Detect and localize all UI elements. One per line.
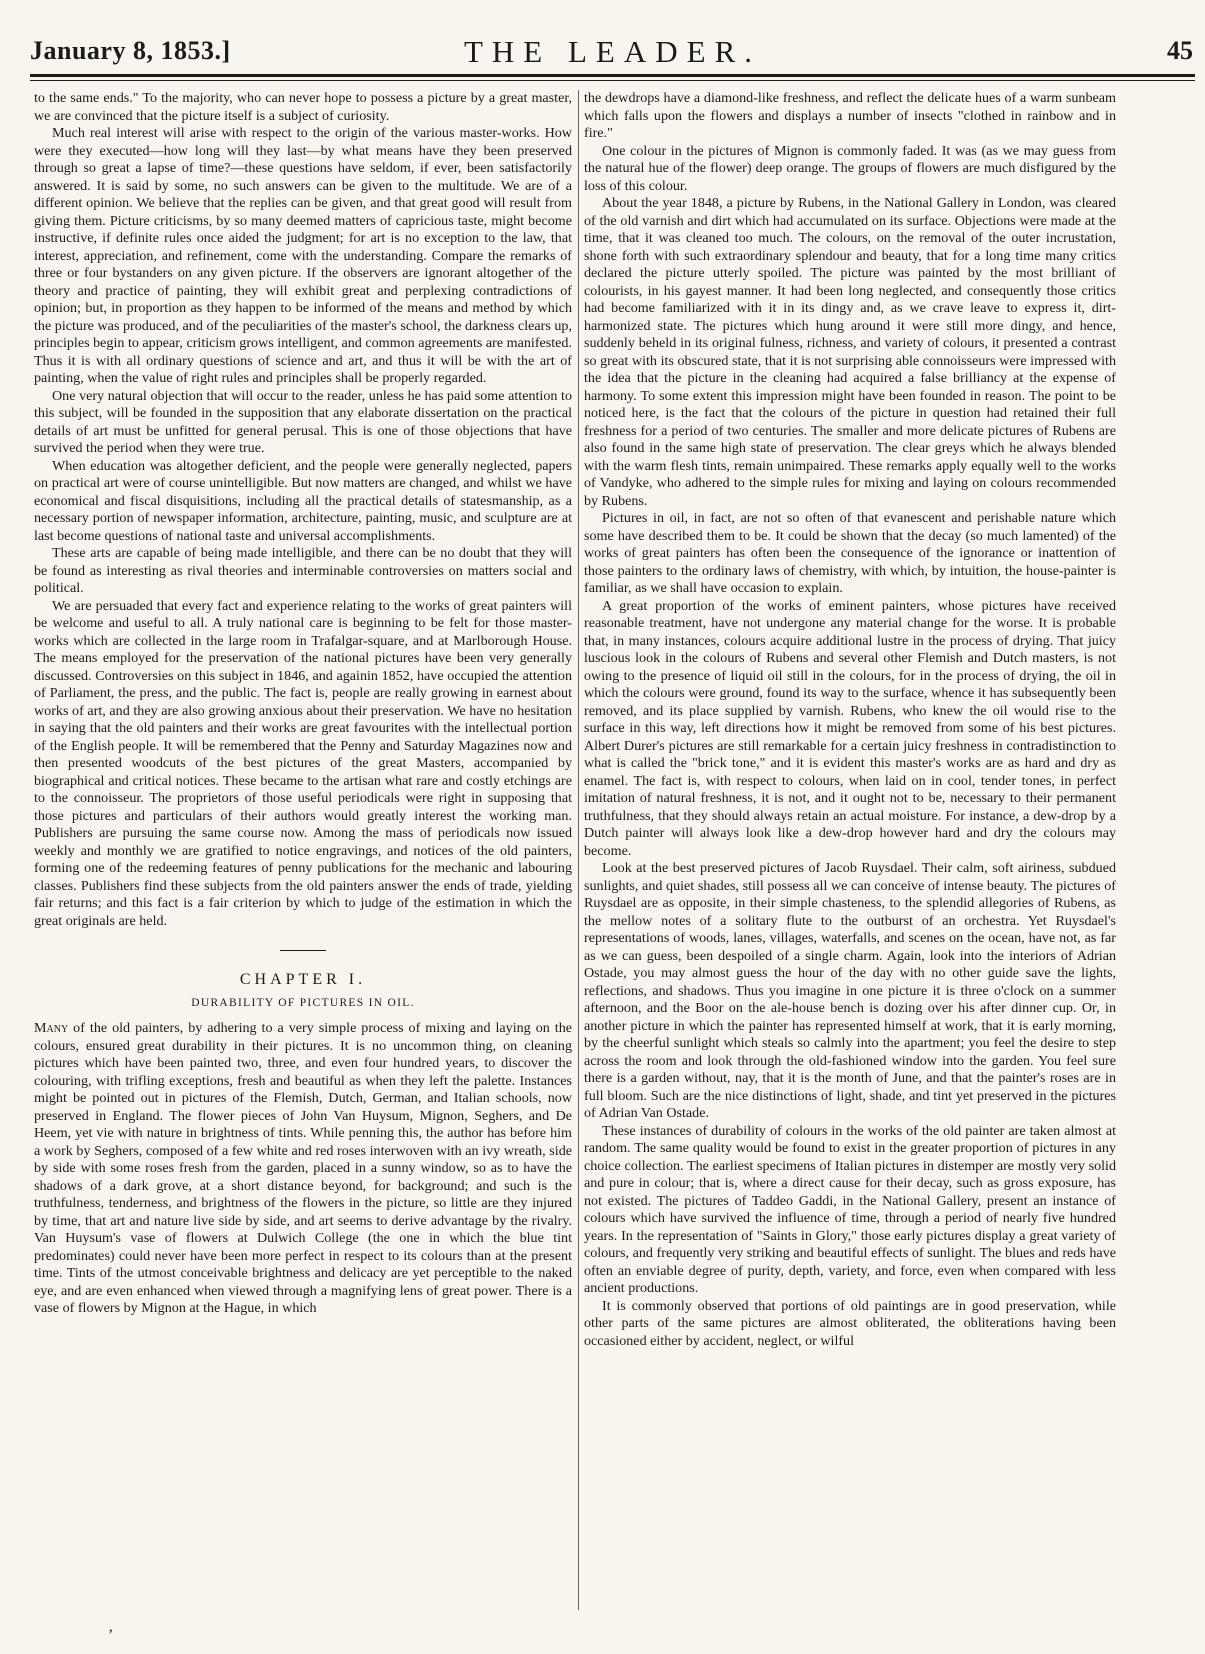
paragraph: Look at the best preserved pictures of Jacob Ruysdael. Their calm, soft airiness, subdued sunlights, and quiet shades, still possess all we can conceive of intense beauty. The pictures of Ruysdael are as opposite, in their simple chasteness, to the splendid allegories of Rubens, as the mellow notes of a solitary flute to the outburst of an orchestra. Yet Ruysdael's representations of woods, lanes, villages, waterfalls, and scenes on the ocean, have not, as far as we can guess, been despoiled of a single charm. Again, look into the interiors of Adrian Ostade, you may almost guess the hour of the day with no other guide save the lights, reflections, and shadows. Thus you imagine in one picture it is three o'clock on a summer afternoon, and the Boor on the ale-house bench is dozing over his after dinner cup. Or, in another picture in which the painter has represented himself at work, that it is early morning, by the cheerful sunlight which steals so calmly into the apartment; you feel the desire to step across the room and look through the old-fashioned window into the garden. You feel sure there is a garden without, nay, that it is the month of June, and that the painter's roses are in full bloom. Such are the nice distinctions of light, shade, and tint yet preserved in the pictures of Adrian Van Ostade. [584, 860, 1116, 1121]
paragraph: Pictures in oil, in fact, are not so often of that evanescent and perishable nature which some have described them to be. It could be shown that the decay (so much lamented) of the works of great painters has often been the consequence of the ignorance or inattention of those painters to the ordinary laws of chemistry, with which, by intuition, the house-painter is familiar, as we shall have occasion to explain. [584, 510, 1116, 596]
page-number: 45 [1167, 36, 1193, 65]
issue-date: January 8, 1853.] [30, 36, 231, 65]
paragraph: These arts are capable of being made intelligible, and there can be no doubt that they will be found as interesting as rival theories and interminable controversies on matters social and political. [34, 545, 572, 596]
header-rule-thick [30, 74, 1195, 77]
paragraph: to the same ends." To the majority, who can never hope to possess a picture by a great master, we are convinced that the picture itself is a subject of curiosity. [34, 90, 572, 124]
chapter-first-paragraph [34, 1020, 572, 1318]
paragraph: About the year 1848, a picture by Rubens, in the National Gallery in London, was cleared of the old varnish and dirt which had accumulated on its surface. Objections were made at the time, that it was cleaned too much. The colours, on the removal of the outer incrustation, shone forth with such extraordinary splendour and beauty, that for a long time many critics declared the picture utterly spoiled. The picture was painted by the most brilliant of colourists, in his gayest manner. It had been long neglected, and consequently those critics had become familiarized with it in its dingy and, as we crave leave to express it, dirt-harmonized state. The pictures which hung around it were still more dingy, and hence, suddenly beheld in its original fulness, richness, and variety of colours, it presented a contrast so great with its obscured state, that it is not surprising able connoisseurs were impressed with the idea that the picture in the cleaning had acquired a false brilliancy at the expense of harmony. To some extent this impression might have been founded in reason. The point to be noticed here, is the fact that the colours of the picture in question had retained their full freshness for a period of two centuries. The smaller and more delicate pictures of Rubens are also found in the same high state of preservation. The clear greys which he always blended with the warm flesh tints, remain unimpaired. These remarks apply equally well to the works of Vandyke, who adhered to the simple rules for mixing and laying on colours recommended by Rubens. [584, 195, 1116, 509]
stray-mark: ‚ [108, 1618, 114, 1635]
paragraph: One very natural objection that will occur to the reader, unless he has paid some attention to this subject, will be founded in the supposition that any elaborate dissertation on the practical details of art must be unfitted for general perusal. This is one of those objections that have survived the period when they were true. [34, 387, 572, 456]
newspaper-title: THE LEADER. [463, 34, 762, 69]
paragraph: One colour in the pictures of Mignon is commonly faded. It was (as we may guess from the natural hue of the flower) deep orange. The groups of flowers are much disfigured by the loss of this colour. [584, 142, 1116, 194]
paragraph: These instances of durability of colours in the works of the old painter are taken almost at random. The same quality would be found to exist in the greater proportion of pictures in any choice collection. The earliest specimens of Italian pictures in distemper are mostly very solid and pure in colour; that is, where a direct cause for their decay, such as gross exposure, has not existed. The pictures of Taddeo Gaddi, in the National Gallery, present an instance of colours which have survived the influence of time, through a period of nearly five hundred years. In the representation of "Saints in Glory," those early pictures display a great variety of colours, and frequently very striking and beautiful effects of sunlight. The blues and reds have often an enviable degree of purity, depth, variety, and force, even when compared with less ancient productions. [584, 1122, 1116, 1296]
paragraph: A great proportion of the works of eminent painters, whose pictures have received reasonable treatment, have not undergone any material change for the worse. It is probable that, in many instances, colours acquire additional lustre in the process of drying. That juicy luscious look in the colours of Rubens and several other Flemish and Dutch masters, is not owing to the presence of liquid oil still in the colours, for in the process of drying, the oil in which the colours were ground, found its way to the surface, whence it has subsequently been removed, and its place supplied by varnish. Rubens, who knew the oil would rise to the surface in this way, left directions how it might be removed from some of his best pictures. Albert Durer's pictures are still remarkable for a certain juicy freshness in contradistinction to what is called the "brick tone," and it is evident this master's works are as hard and dry as enamel. The fact is, with respect to colours, when laid on in cool, tender tones, in perfect imitation of natural freshness, it is not, and it ought not to be, necessary to their permanent truthfulness, that they should always retain an actual moisture. For instance, a dew-drop by a Dutch painter will always look like a dew-drop however hard and dry the colours may become. [584, 597, 1116, 859]
chapter-subtitle: DURABILITY OF PICTURES IN OIL. [191, 996, 415, 1009]
right-column [584, 90, 1116, 1630]
column-divider [578, 90, 579, 1610]
paragraph: Much real interest will arise with respect to the origin of the various master-works. How were they executed—how long will they last—by what means have they been preserved through so great a lapse of time?—these questions have seldom, if ever, been satisfactorily answered. It is said by some, no such answers can be given to the multitude. We are of a different opinion. We believe that the replies can be given, and that great good will result from giving them. Picture criticisms, by so many deemed matters of capricious taste, might become instructive, if definite rules once aided the judgment; for art is no exception to the law, that interest, appreciation, and refinement, come with the understanding. Compare the remarks of three or four bystanders on any given picture. If the observers are ignorant altogether of the theory and practice of painting, they will exhibit great and perplexing contradictions of opinion; but, in proportion as they happen to be informed of the means and method by which the picture was produced, and of the peculiarities of the master's school, the darkness clears up, principles begin to appear, criticism grows intelligent, and common agreements are manifested. Thus it is with all ordinary questions of science and art, and thus it will be with the art of painting, when the value of right rules and principles shall be properly regarded. [34, 125, 572, 386]
paragraph: When education was altogether deficient, and the people were generally neglected, papers on practical art were of course unintelligible. But now matters are changed, and whilst we have economical and fiscal disquisitions, including all the practical details of statesmanship, as a necessary portion of newspaper information, architecture, painting, music, and sculpture are at last become questions of national taste and universal accomplishments. [34, 457, 572, 544]
header-rule-thin [30, 80, 1195, 81]
chapter-lead-word: Many [34, 1020, 69, 1036]
chapter-first-paragraph-text: of the old painters, by adhering to a very simple process of mixing and laying on the colours, ensured great durability in their pictures. It is no uncommon thing, on cleaning pictures which have been painted two, three, and even four hundred years, to discover the colouring, with trifling exceptions, fresh and beautiful as when they left the palette. Instances might be pointed out in pictures of the Flemish, Dutch, German, and Italian schools, now preserved in England. The flower pieces of John Van Huysum, Mignon, Seghers, and De Heem, yet vie with nature in brightness of tints. While penning this, the author has before him a work by Seghers, composed of a few white and red roses interwoven with an ivy wreath, side by side with some roses fresh from the garden, placed in a sunny window, so as to have the shadows of a dark grove, at a short distance beyond, for background; and such is the truthfulness, tenderness, and brightness of the flowers in the picture, so little are they injured by time, that art and nature live side by side, and art seems to derive advantage by the rivalry. Van Huysum's vase of flowers at Dulwich College (the one in which the blue tint predominates) could never have been more perfect in respect to its colours than at the present time. Tints of the utmost conceivable brightness and delicacy are yet perceptible to the naked eye, and are even enhanced when viewed through a magnifying lens of great power. There is a vase of flowers by Mignon at the Hague, in which [34, 1020, 572, 1316]
masthead [30, 30, 1195, 80]
paragraph: We are persuaded that every fact and experience relating to the works of great painters will be welcome and useful to all. A truly national care is beginning to be felt for those master-works which are collected in the large room in Trafalgar-square, and at Marlborough House. The means employed for the preservation of the national pictures have been very generally discussed. Controversies on this subject in 1846, and againin 1852, have occupied the attention of Parliament, the press, and the public. The fact is, people are really growing in earnest about works of art, and they are also growing anxious about their preservation. We have no hesitation in saying that the old painters and their works are great favourites with the intellectual portion of the English people. It will be remembered that the Penny and Saturday Magazines now and then presented woodcuts of the best pictures of the great Masters, accompanied by biographical and critical notices. These became to the artisan what rare and costly etchings are to the connoisseur. The proprietors of those useful periodicals were right in supposing that those pictures and particulars of their authors would greatly interest the working man. Publishers are pursuing the same course now. Among the mass of periodicals now issued weekly and monthly we are gratified to notice engravings, and notices of the old painters, forming one of the redeeming features of penny publications for the mechanic and labouring classes. Publishers find these subjects from the old painters answer the ends of trade, yielding fair returns; and this fact is a fair criterion by which to judge of the estimation in which the great originals are held. [34, 597, 572, 929]
paragraph: It is commonly observed that portions of old paintings are in good preservation, while other parts of the same pictures are almost obliterated, the obliterations having been occasioned either by accident, neglect, or wilful [584, 1297, 1116, 1349]
left-column [34, 90, 572, 1630]
chapter-title: CHAPTER I. [239, 971, 367, 988]
section-divider [280, 950, 326, 951]
paragraph: the dewdrops have a diamond-like freshness, and reflect the delicate hues of a warm sunbeam which falls upon the flowers and displays a number of insects "clothed in rainbow and in fire." [584, 90, 1116, 141]
